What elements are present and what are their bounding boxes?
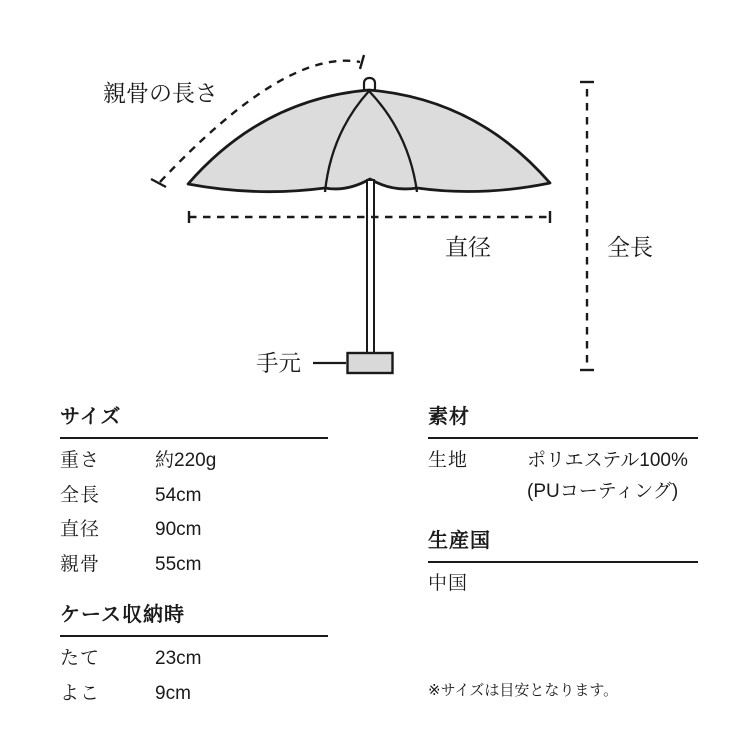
spec-label: 直径 — [60, 519, 101, 541]
spec-row-rib — [60, 548, 328, 583]
umbrella-shaft — [367, 180, 374, 355]
size-heading: サイズ — [60, 406, 122, 428]
rib-length-tick-bottom — [151, 179, 166, 187]
spec-value: 90cm — [155, 519, 202, 541]
spec-row-diameter — [60, 513, 328, 548]
spec-value — [527, 445, 698, 507]
spec-label: 親骨 — [60, 553, 101, 575]
case-heading: ケース収納時 — [60, 604, 185, 626]
origin-section — [428, 528, 698, 596]
case-section — [60, 602, 328, 711]
origin-heading: 生産国 — [428, 530, 491, 552]
fabric-value-line2: (PUコーティング) — [527, 481, 679, 502]
size-section — [60, 404, 328, 582]
spec-value: 23cm — [155, 648, 202, 669]
case-rule — [60, 635, 328, 637]
case-rows — [60, 642, 328, 711]
spec-value: 約220g — [155, 450, 217, 471]
material-rows — [428, 445, 698, 507]
spec-value: 55cm — [155, 553, 202, 575]
spec-row-fabric — [428, 445, 698, 507]
spec-label: よこ — [60, 682, 101, 704]
total-length-label: 全長 — [607, 234, 653, 260]
material-heading: 素材 — [428, 406, 470, 428]
origin-value: 中国 — [428, 573, 469, 594]
origin-rule — [428, 561, 698, 563]
diameter-label: 直径 — [445, 234, 491, 260]
spec-label: 重さ — [60, 450, 101, 471]
rib-length-tick-top — [360, 55, 364, 69]
fabric-value-line1: ポリエステル100% — [527, 450, 688, 471]
handle-label: 手元 — [256, 351, 302, 376]
spec-value: 54cm — [155, 484, 202, 506]
spec-row-height — [60, 642, 328, 677]
size-disclaimer-note: ※サイズは目安となります。 — [428, 682, 619, 699]
rib-length-label: 親骨の長さ — [103, 80, 218, 106]
material-rule — [428, 437, 698, 439]
spec-row-width — [60, 677, 328, 712]
spec-label: たて — [60, 648, 101, 669]
size-rows — [60, 444, 328, 582]
spec-row-total-length — [60, 479, 328, 514]
size-rule — [60, 437, 328, 439]
spec-label: 生地 — [428, 450, 469, 471]
spec-value: 9cm — [155, 682, 191, 704]
spec-row-weight — [60, 444, 328, 479]
spec-label: 全長 — [60, 484, 101, 506]
umbrella-handle — [348, 353, 393, 373]
material-section — [428, 404, 698, 507]
